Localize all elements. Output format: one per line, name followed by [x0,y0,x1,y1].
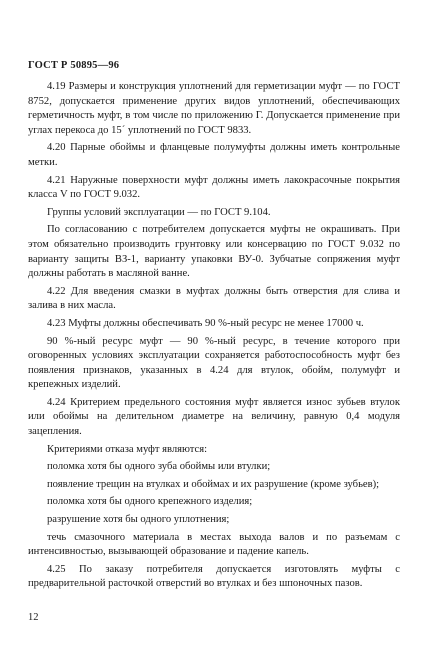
list-item-fastener-break: поломка хотя бы одного крепежного изделия; [47,496,253,508]
paragraph-4-20: 4.20 Парные обоймы и фланцевые полумуфты должны иметь контрольные метки. [28,142,400,168]
page-number: 12 [28,612,39,623]
paragraph-4-25: 4.25 По заказу потребителя допускается изготовлять муфты с предварительной расточкой отверстий во втулках и без шпоночных пазов. [28,563,400,590]
list-item-cracks: появление трещин на втулках и обоймах и их разрушение (кроме зубьев); [47,478,380,490]
list-item-tooth-break: поломка хотя бы одного зуба обоймы или втулки; [47,461,271,473]
paragraph-4-19: 4.19 Размеры и конструкция уплотнений для герметизации муфт — по ГОСТ 8752, допускается применение других видов уплотнений, обеспечивающих герметичность муфт, в том числе по приложению Г. Допускается применение при углах перекоса до 15´ уплотнений по ГОСТ 9833. [28,81,400,136]
paragraph-operating-groups: Группы условий эксплуатации — по ГОСТ 9.104. [47,206,271,218]
list-item-lubricant-leak: течь смазочного материала в местах выхода валов и по разъемам с интенсивностью, вызывающей образование и падение капель. [28,531,400,558]
paragraph-4-21: 4.21 Наружные поверхности муфт должны иметь лакокрасочные покрытия класса V по ГОСТ 9.032. [28,174,400,201]
paragraph-4-23: 4.23 Муфты должны обеспечивать 90 %-ный ресурс не менее 17000 ч. [47,317,364,329]
paragraph-failure-criteria: Критериями отказа муфт являются: [47,443,208,455]
paragraph-4-22: 4.22 Для введения смазки в муфтах должны быть отверстия для слива и залива в них масла. [28,285,400,312]
list-item-seal-failure: разрушение хотя бы одного уплотнения; [47,514,230,526]
paragraph-4-24: 4.24 Критерием предельного состояния муфт является износ зубьев втулок или обоймы на делительном диаметре на величину, равную 0,4 модуля зацепления. [28,396,400,438]
document-body [28,80,400,592]
paragraph-painting: По согласованию с потребителем допускается муфты не окрашивать. При этом обязательно производить грунтовку или консервацию по ГОСТ 9.032 по варианту защиты ВЗ-1, варианту упаковки ВУ-0. Зубчатые сопряжения муфт должны работать в масляной ванне. [28,224,400,280]
document-header: ГОСТ Р 50895—96 [28,60,120,71]
paragraph-resource-definition: 90 %-ный ресурс муфт — 90 %-ный ресурс, в течение которого при оговоренных условиях эксплуатации сохраняется работоспособность муфт без появления признаков, указанных в 4.24 для втулок, обойм, полумуфт и крепежных изделий. [28,335,400,391]
